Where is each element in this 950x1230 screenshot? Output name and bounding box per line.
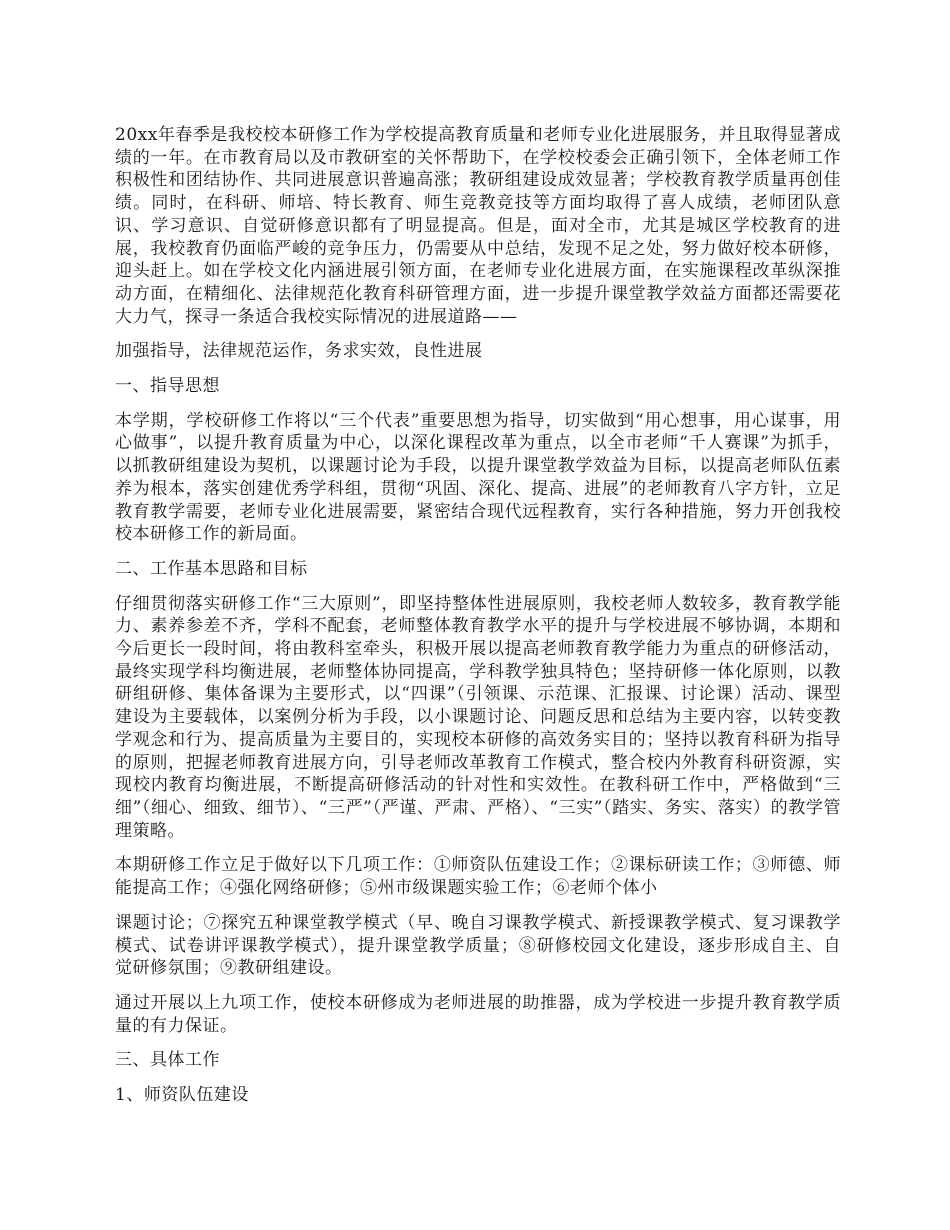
section-heading-basic-ideas: 二、工作基本思路和目标	[115, 558, 308, 579]
work-items-paragraph: 本期研修工作立足于做好以下几项工作：①师资队伍建设工作；②课标研读工作；③师德、师能提高工作；④强化网络研修；⑤州市级课题实验工作；⑥老师个体小	[115, 855, 841, 899]
section-heading-specific-work: 三、具体工作	[115, 1050, 220, 1071]
motto-line: 加强指导，法律规范运作，务求实效，良性进展	[115, 341, 483, 362]
subsection-heading-teacher-team: 1、师资队伍建设	[115, 1085, 249, 1106]
guiding-thought-paragraph: 本学期，学校研修工作将以“三个代表”重要思想为指导，切实做到“用心想事，用心谋事，用心做事”，以提升教育质量为中心，以深化课程改革为重点，以全市老师“千人赛课”为抓手，以抓教研组建设为契机，以课题讨论为手段，以提升课堂教学效益为目标，以提高老师队伍素养为根本，落实创建优秀学科组，贯彻“巩固、深化、提高、进展”的老师教育八字方针，立足教育教学需要，老师专业化进展需要，紧密结合现代远程教育，实行各种措施，努力开创我校校本研修工作的新局面。	[115, 410, 841, 545]
summary-paragraph: 通过开展以上九项工作，使校本研修成为老师进展的助推器，成为学校进一步提升教育教学质量的有力保证。	[115, 992, 841, 1036]
document-page	[115, 124, 841, 1107]
section-heading-guiding-thought: 一、指导思想	[115, 376, 220, 397]
basic-ideas-paragraph: 仔细贯彻落实研修工作“三大原则”，即坚持整体性进展原则，我校老师人数较多，教育教学能力、素养参差不齐，学科不配套，老师整体教育教学水平的提升与学校进展不够协调，本期和今后更长一段时间，将由教科室牵头，积极开展以提高老师教育教学能力为重点的研修活动，最终实现学科均衡进展，老师整体协同提高，学科教学独具特色；坚持研修一体化原则，以教研组研修、集体备课为主要形式，以“四课”（引领课、示范课、汇报课、讨论课）活动、课型建设为主要载体，以案例分析为手段，以小课题讨论、问题反思和总结为主要内容，以转变教学观念和行为、提高质量为主要目的，实现校本研修的高效务实目的；坚持以教育科研为指导的原则，把握老师教育进展方向，引导老师改革教育工作模式，整合校内外教育科研资源，实现校内教育均衡进展，不断提高研修活动的针对性和实效性。在教科研工作中，严格做到“三细”（细心、细致、细节）、“三严”（严谨、严肃、严格）、“三实”（踏实、务实、落实）的教学管理策略。	[115, 593, 841, 841]
intro-paragraph: 20xx年春季是我校校本研修工作为学校提高教育质量和老师专业化进展服务，并且取得显著成绩的一年。在市教育局以及市教研室的关怀帮助下，在学校校委会正确引领下，全体老师工作积极性和团结协作、共同进展意识普遍高涨；教研组建设成效显著；学校教育教学质量再创佳绩。同时，在科研、师培、特长教育、师生竞教竞技等方面均取得了喜人成绩，老师团队意识、学习意识、自觉研修意识都有了明显提高。但是，面对全市，尤其是城区学校教育的进展，我校教育仍面临严峻的竞争压力，仍需要从中总结，发现不足之处，努力做好校本研修，迎头赶上。如在学校文化内涵进展引领方面，在老师专业化进展方面，在实施课程改革纵深推动方面，在精细化、法律规范化教育科研管理方面，进一步提升课堂教学效益方面都还需要花大力气，探寻一条适合我校实际情况的进展道路——	[115, 125, 841, 327]
work-items-continued-paragraph: 课题讨论；⑦探究五种课堂教学模式（早、晚自习课教学模式、新授课教学模式、复习课教学模式、试卷讲评课教学模式），提升课堂教学质量；⑧研修校园文化建设，逐步形成自主、自觉研修氛围；⑨教研组建设。	[115, 912, 841, 979]
